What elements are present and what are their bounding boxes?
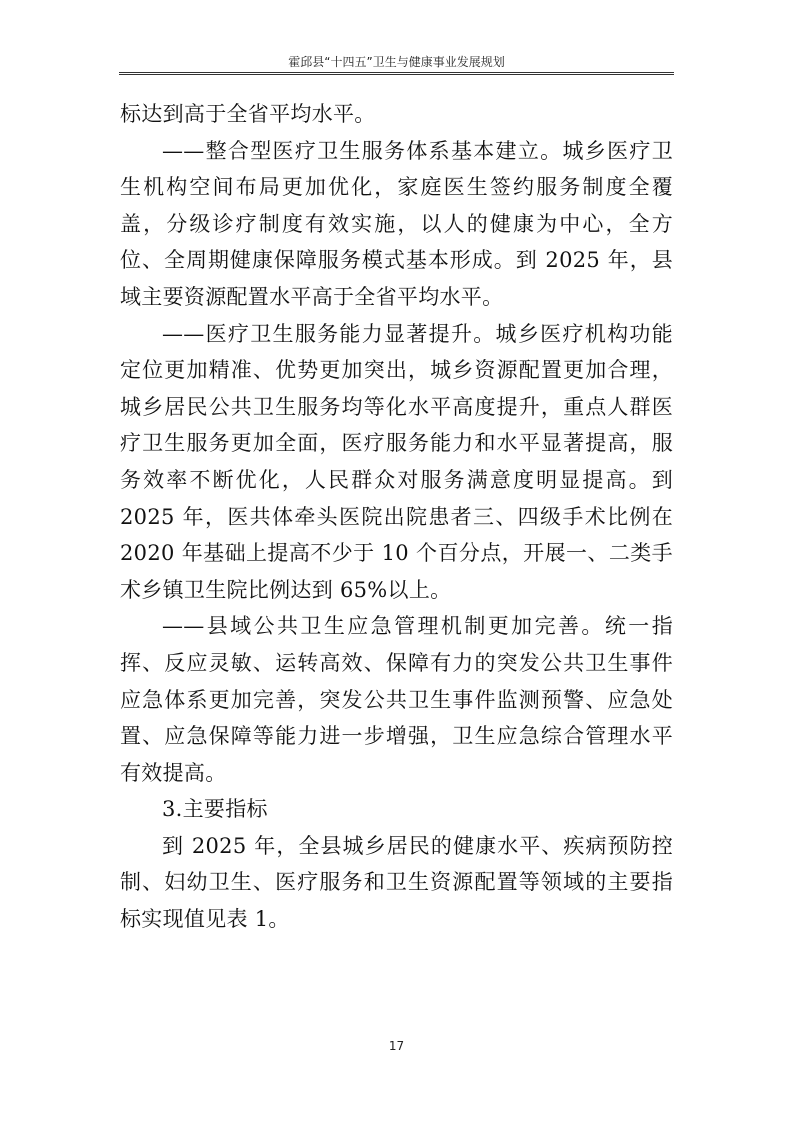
document-body: [120, 96, 673, 938]
running-header: 霍邱县“十四五”卫生与健康事业发展规划: [288, 55, 505, 69]
paragraph-service-capacity: ——医疗卫生服务能力显著提升。城乡医疗机构功能定位更加精准、优势更加突出，城乡资源配置更加合理，城乡居民公共卫生服务均等化水平高度提升，重点人群医疗卫生服务更加全面，医疗服务能力和水平显著提高，服务效率不断优化，人民群众对服务满意度明显提高。到 2025 年，医共体牵头医院出院患者三、四级手术比例在 2020 年基础上提高不少于 10 个百分点，开展一、二类手术乡镇卫生院比例达到 65%以上。: [120, 321, 673, 602]
section-heading-main-indicators: 3.主要指标: [162, 797, 268, 822]
paragraph-continuation: 标达到高于全省平均水平。: [120, 102, 376, 126]
paragraph-indicators-intro: 到 2025 年，全县城乡居民的健康水平、疾病预防控制、妇幼卫生、医疗服务和卫生资源配置等领域的主要指标实现值见表 1。: [120, 833, 673, 932]
paragraph-emergency-management: ——县域公共卫生应急管理机制更加完善。统一指挥、反应灵敏、运转高效、保障有力的突发公共卫生事件应急体系更加完善，突发公共卫生事件监测预警、应急处置、应急保障等能力进一步增强，卫生应急综合管理水平有效提高。: [120, 614, 673, 785]
paragraph-integrated-service-system: ——整合型医疗卫生服务体系基本建立。城乡医疗卫生机构空间布局更加优化，家庭医生签约服务制度全覆盖，分级诊疗制度有效实施，以人的健康为中心，全方位、全周期健康保障服务模式基本形成。到 2025 年，县域主要资源配置水平高于全省平均水平。: [120, 138, 673, 309]
header-divider: [119, 72, 674, 75]
page-number: 17: [388, 1039, 405, 1053]
